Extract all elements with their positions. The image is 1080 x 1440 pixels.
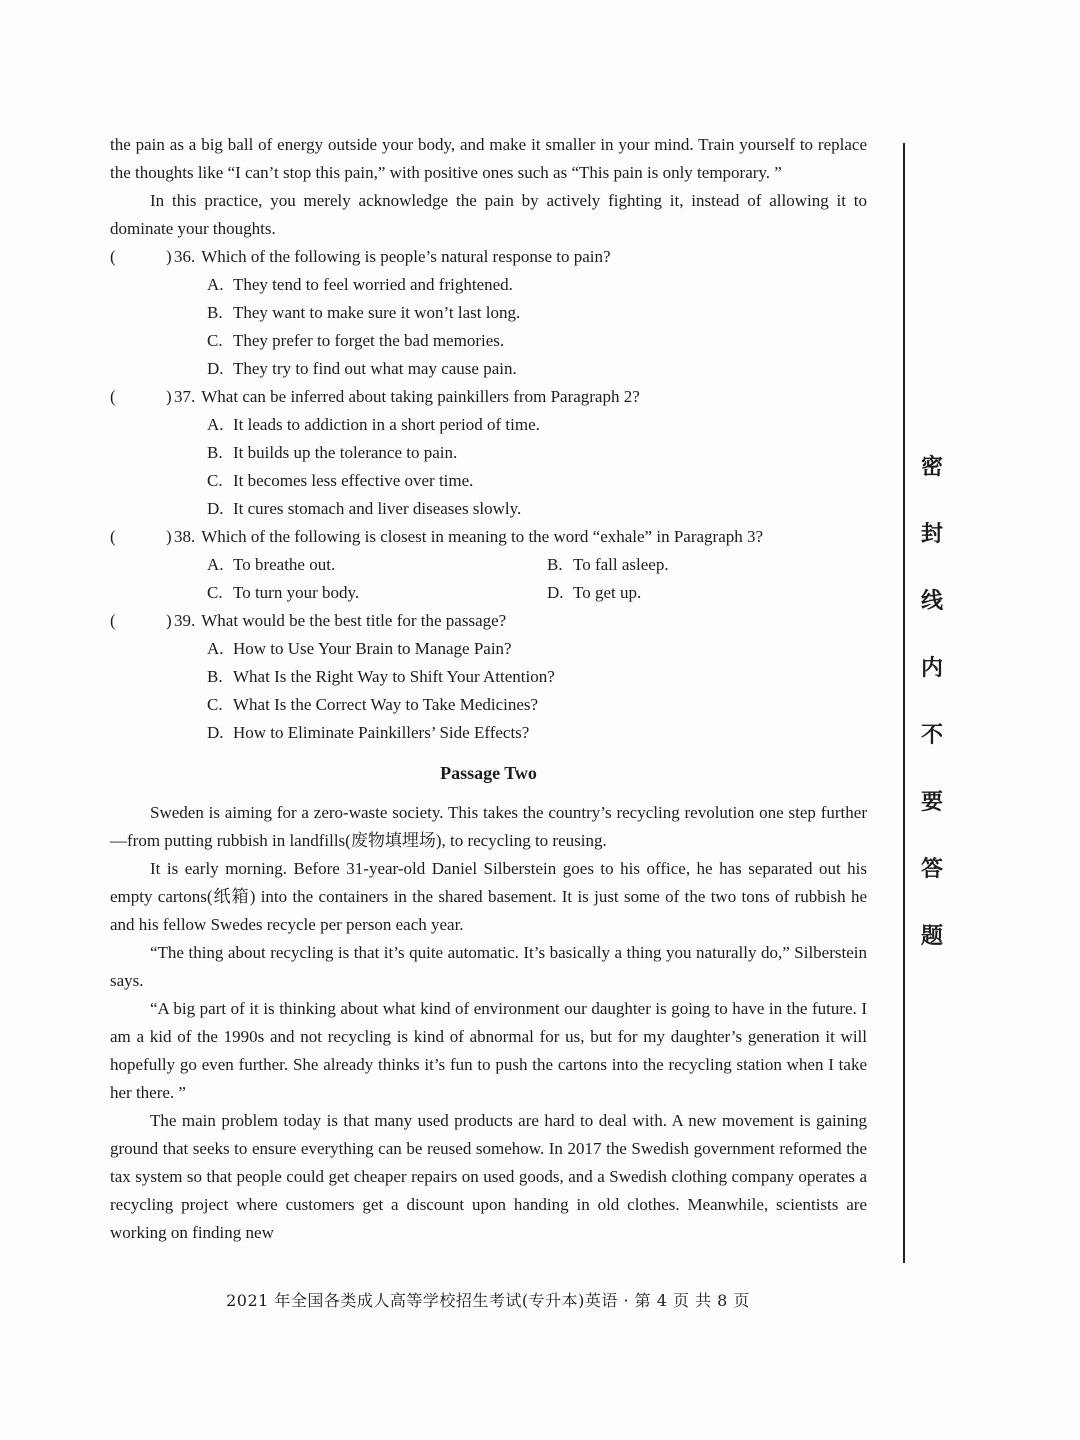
question-number: 39.: [174, 611, 196, 630]
seal-line: [903, 143, 905, 1263]
option-c: [207, 579, 547, 607]
option-d: [207, 355, 867, 383]
option-a: [207, 635, 867, 663]
answer-paren-open: (: [110, 611, 116, 630]
seal-char: 题: [920, 924, 943, 949]
option-label: A.: [207, 639, 224, 658]
passage-title: Passage Two: [440, 763, 537, 783]
passage-two-paragraph: “The thing about recycling is that it’s quite automatic. It’s basically a thing you naturally do,” Silberstein says.: [110, 943, 867, 990]
passage-one-paragraph: In this practice, you merely acknowledge the pain by actively fighting it, instead of allowing it to dominate your thoughts.: [110, 191, 867, 238]
option-label: C.: [207, 583, 223, 602]
option-c: [207, 327, 867, 355]
option-d: [547, 579, 847, 607]
option-d: [207, 719, 867, 747]
option-label: D.: [547, 583, 564, 602]
seal-char: 线: [920, 589, 943, 614]
option-label: C.: [207, 695, 223, 714]
option-text: They want to make sure it won’t last long.: [233, 303, 521, 322]
option-text: It cures stomach and liver diseases slowly.: [233, 499, 522, 518]
answer-paren-close: ): [166, 611, 172, 630]
option-a: [207, 411, 867, 439]
option-label: D.: [207, 499, 224, 518]
answer-paren-open: (: [110, 247, 116, 266]
seal-char: 答: [920, 857, 943, 882]
option-text: To get up.: [573, 583, 642, 602]
passage-one-paragraph: the pain as a big ball of energy outside your body, and make it smaller in your mind. Train yourself to replace the thoughts like “I can’t stop this pain,” with positive ones such as “This pain is only temporary. ”: [110, 135, 867, 182]
option-label: C.: [207, 331, 223, 350]
option-label: B.: [547, 555, 563, 574]
option-text: It builds up the tolerance to pain.: [233, 443, 458, 462]
option-d: [207, 495, 867, 523]
answer-paren-open: (: [110, 527, 116, 546]
option-text: How to Use Your Brain to Manage Pain?: [233, 639, 512, 658]
option-b: [547, 551, 847, 579]
passage-two-paragraph: “A big part of it is thinking about what kind of environment our daughter is going to have in the future. I am a kid of the 1990s and not recycling is kind of abnormal for us, but for my daughter’s generation it will hopefully go even further. She already thinks it’s fun to push the cartons into the recycling station when I take her there. ”: [110, 999, 867, 1102]
seal-char: 不: [920, 723, 943, 748]
passage-two-paragraph: It is early morning. Before 31-year-old Daniel Silberstein goes to his office, he has separated out his empty cartons(纸箱) into the containers in the shared basement. It is just some of the two tons of rubbish he and his fellow Swedes recycle per person each year.: [110, 859, 867, 934]
question-39: [110, 607, 867, 747]
option-label: D.: [207, 723, 224, 742]
answer-paren-close: ): [166, 247, 172, 266]
option-b: [207, 663, 867, 691]
option-label: D.: [207, 359, 224, 378]
option-text: They prefer to forget the bad memories.: [233, 331, 505, 350]
passage-two-paragraph: The main problem today is that many used products are hard to deal with. A new movement is gaining ground that seeks to ensure everything can be reused somehow. In 2017 the Swedish government reformed the tax system so that people could get cheaper repairs on used goods, and a Swedish clothing company operates a recycling project where customers get a discount upon handing in old clothes. Meanwhile, scientists are working on finding new: [110, 1111, 867, 1242]
option-c: [207, 467, 867, 495]
option-text: It becomes less effective over time.: [233, 471, 474, 490]
option-text: It leads to addiction in a short period of time.: [233, 415, 540, 434]
answer-paren-open: (: [110, 387, 116, 406]
option-a: [207, 551, 547, 579]
option-text: To breathe out.: [233, 555, 336, 574]
seal-char: 封: [920, 522, 943, 547]
question-stem: What can be inferred about taking painkillers from Paragraph 2?: [201, 387, 640, 406]
option-b: [207, 299, 867, 327]
option-text: They try to find out what may cause pain.: [233, 359, 517, 378]
option-label: B.: [207, 443, 223, 462]
seal-line-notice: [916, 452, 948, 988]
option-label: B.: [207, 667, 223, 686]
option-text: How to Eliminate Painkillers’ Side Effects?: [233, 723, 530, 742]
answer-paren-close: ): [166, 387, 172, 406]
question-number: 37.: [174, 387, 196, 406]
seal-char: 密: [920, 455, 943, 480]
question-37: [110, 383, 867, 523]
question-38: [110, 523, 867, 607]
option-text: They tend to feel worried and frightened.: [233, 275, 513, 294]
option-label: A.: [207, 415, 224, 434]
option-text: What Is the Correct Way to Take Medicines?: [233, 695, 539, 714]
question-stem: Which of the following is closest in meaning to the word “exhale” in Paragraph 3?: [201, 527, 764, 546]
option-a: [207, 271, 867, 299]
question-number: 36.: [174, 247, 196, 266]
option-text: To turn your body.: [233, 583, 360, 602]
answer-paren-close: ): [166, 527, 172, 546]
option-label: B.: [207, 303, 223, 322]
exam-page-body: [110, 131, 867, 1247]
option-label: A.: [207, 275, 224, 294]
page-footer: 2021 年全国各类成人高等学校招生考试(专升本)英语 · 第 4 页 共 8 页: [226, 1291, 750, 1310]
option-c: [207, 691, 867, 719]
question-36: [110, 243, 867, 383]
option-text: What Is the Right Way to Shift Your Attention?: [233, 667, 555, 686]
question-stem: Which of the following is people’s natural response to pain?: [201, 247, 611, 266]
option-label: C.: [207, 471, 223, 490]
option-label: A.: [207, 555, 224, 574]
passage-two-paragraph: Sweden is aiming for a zero-waste society. This takes the country’s recycling revolution one step further—from putting rubbish in landfills(废物填埋场), to recycling to reusing.: [110, 803, 867, 850]
question-number: 38.: [174, 527, 196, 546]
option-text: To fall asleep.: [573, 555, 669, 574]
option-b: [207, 439, 867, 467]
seal-char: 内: [920, 656, 943, 681]
seal-char: 要: [920, 790, 943, 815]
question-stem: What would be the best title for the passage?: [201, 611, 507, 630]
